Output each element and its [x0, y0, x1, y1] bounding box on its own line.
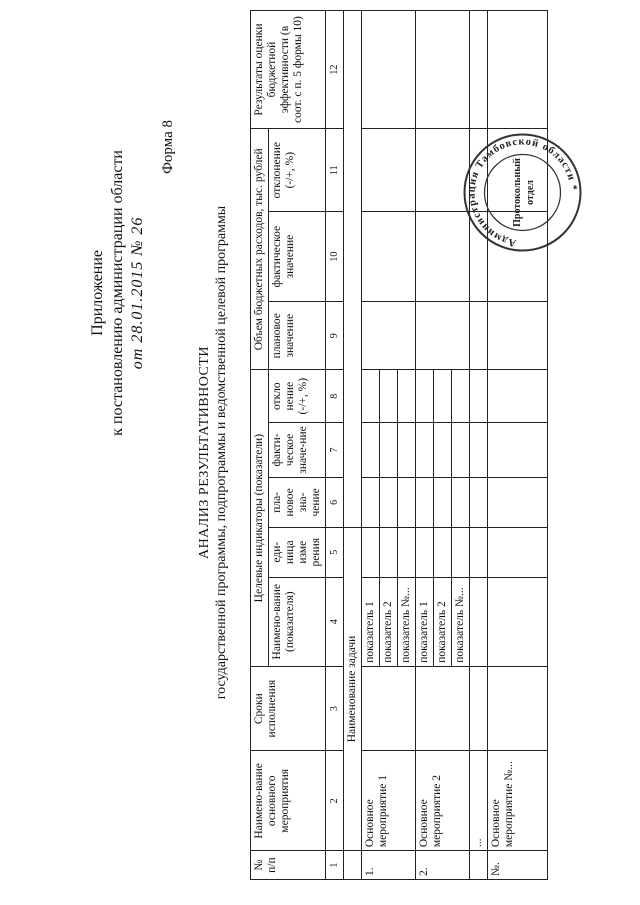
header-budget-fact: фактическое значение	[269, 212, 326, 302]
column-number: 7	[326, 422, 344, 477]
row-num: 1.	[362, 851, 416, 880]
row-num: №.	[488, 851, 548, 880]
column-number: 11	[326, 129, 344, 212]
header-budget-deviation: отклонение (-/+, %)	[269, 129, 326, 212]
column-numbers-row	[326, 11, 344, 880]
column-number: 3	[326, 666, 344, 751]
indicator-name: показатель 1	[362, 577, 380, 666]
official-stamp	[460, 130, 585, 255]
row-ellipsis: ...	[470, 751, 488, 851]
title-line-2: государственной программы, подпрограммы и ведомственной целевой программы	[214, 205, 229, 700]
header-plan: пла-новое зна-чение	[269, 477, 326, 527]
header-budget: Объем бюджетных расходов, тыс. рублей	[251, 129, 269, 370]
header-result: Результаты оценки бюджетной эффективности (в соот. с п. 5 формы 10)	[251, 11, 326, 129]
row-name: Основное мероприятие 1	[362, 751, 416, 851]
header-fact: факти-ческое значе-ние	[269, 422, 326, 477]
resolution-line: к постановлению администрации области	[109, 150, 126, 436]
header-targets: Целевые индикаторы (показатели)	[251, 370, 269, 666]
header-deviation: откло нение (-/+, %)	[269, 370, 326, 422]
row-name: Основное мероприятие №...	[488, 751, 548, 851]
column-number: 2	[326, 751, 344, 851]
row-name: Основное мероприятие 2	[416, 751, 470, 851]
task-row	[344, 11, 362, 880]
header-unit: еди-ница изме рения	[269, 527, 326, 577]
svg-text:отдел: отдел	[525, 180, 536, 205]
document-title	[196, 0, 230, 905]
table-row	[362, 11, 380, 880]
task-name: Наименование задачи	[344, 527, 362, 850]
appendix-header	[88, 150, 148, 436]
column-number: 10	[326, 212, 344, 302]
header-row-1	[251, 11, 269, 880]
table-row	[416, 11, 434, 880]
column-number: 4	[326, 577, 344, 666]
title-line-1: АНАЛИЗ РЕЗУЛЬТАТИВНОСТИ	[197, 345, 212, 560]
date-line: от 28.01.2015 № 26	[129, 216, 146, 370]
svg-text:Протокольный: Протокольный	[512, 158, 523, 227]
column-number: 6	[326, 477, 344, 527]
appendix-label: Приложение	[89, 249, 106, 336]
column-number: 9	[326, 301, 344, 370]
indicator-name: показатель №...	[452, 577, 470, 666]
header-indicator-name: Наимено-вание (показателя)	[269, 577, 326, 666]
form-label: Форма 8	[160, 120, 176, 174]
header-num: № п/п	[251, 851, 326, 880]
indicator-name: показатель №...	[398, 577, 416, 666]
header-budget-plan: плановое значение	[269, 301, 326, 370]
column-number: 5	[326, 527, 344, 577]
column-number: 1	[326, 851, 344, 880]
svg-text:Администрация Тамбовской облас: Администрация Тамбовской области *	[466, 136, 579, 249]
column-number: 12	[326, 11, 344, 129]
indicator-name: показатель 1	[416, 577, 434, 666]
header-terms: Сроки исполнения	[251, 666, 326, 751]
column-number: 8	[326, 370, 344, 422]
indicator-name: показатель 2	[380, 577, 398, 666]
indicator-name: показатель 2	[434, 577, 452, 666]
header-name: Наимено-вание основного мероприятия	[251, 751, 326, 851]
row-num: 2.	[416, 851, 470, 880]
